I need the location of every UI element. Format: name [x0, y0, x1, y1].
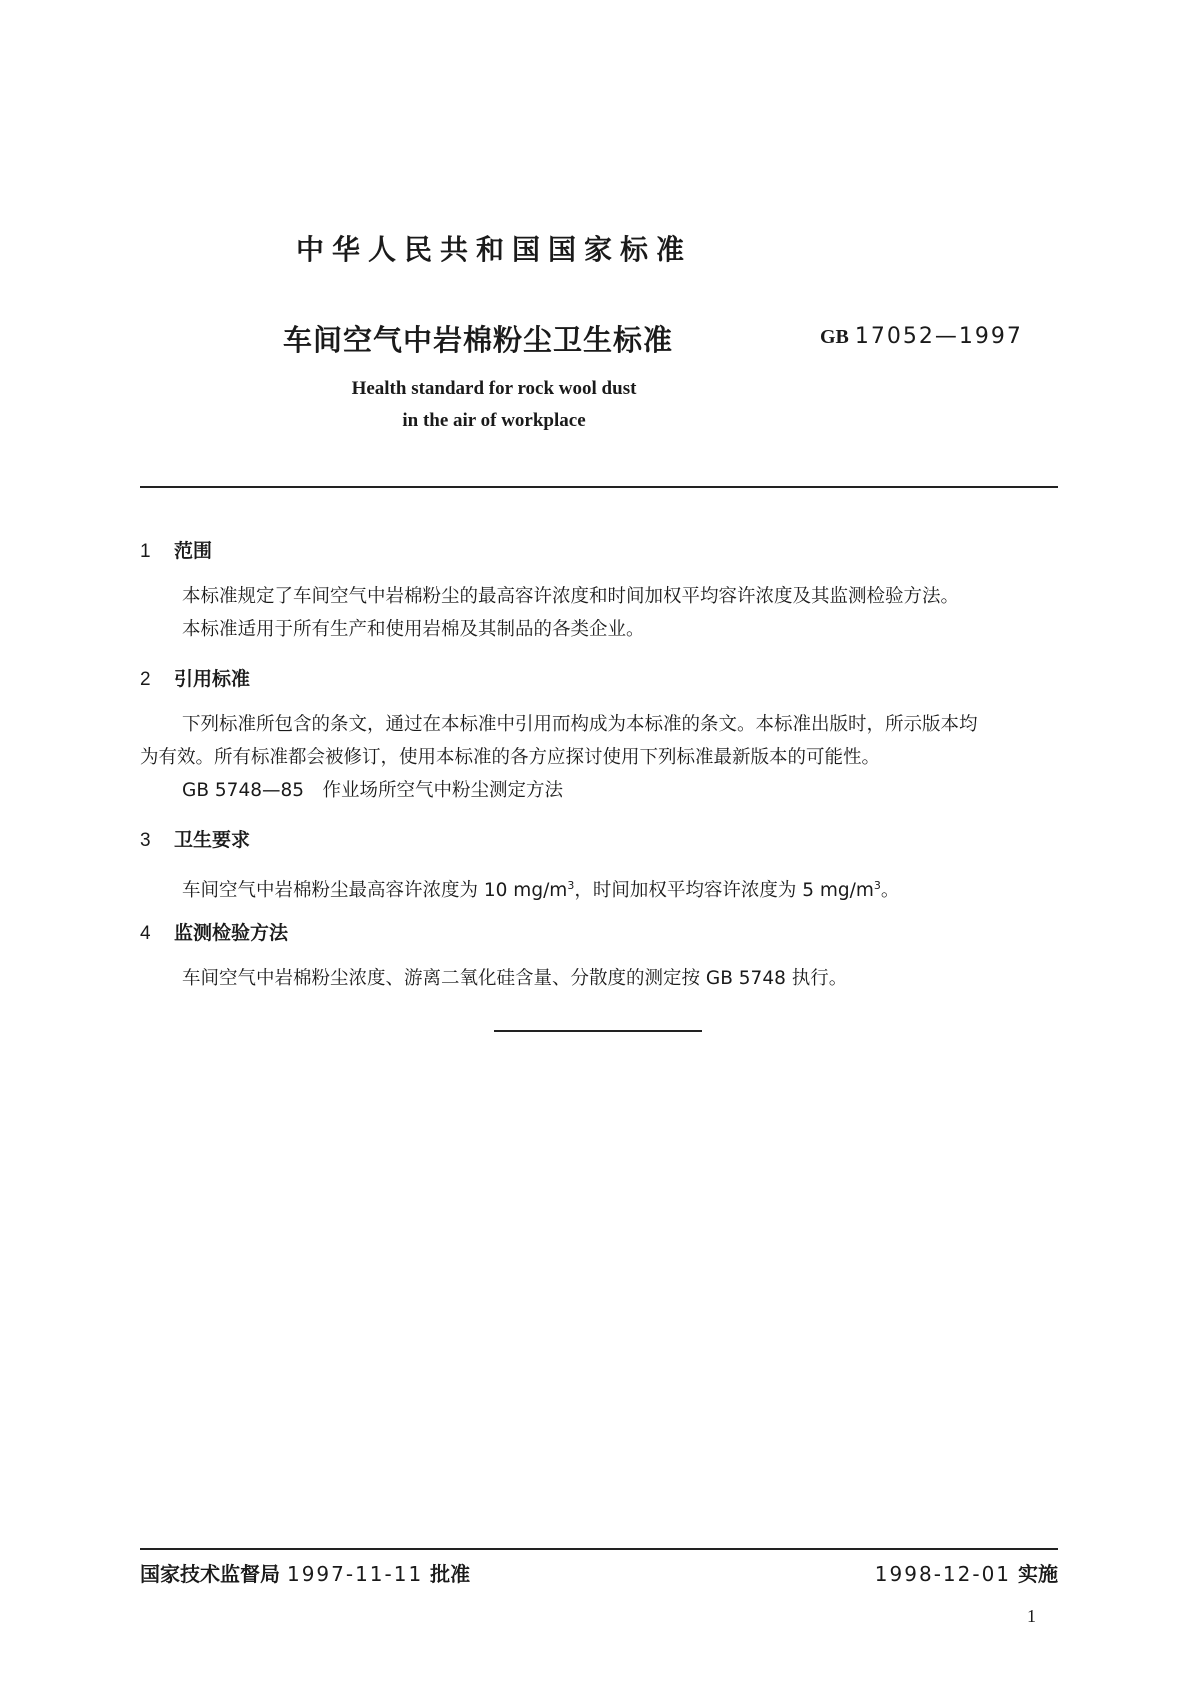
section-2-paragraph-1-cont: 为有效。所有标准都会被修订，使用本标准的各方应探讨使用下列标准最新版本的可能性。 [140, 747, 881, 768]
document-title-cn: 车间空气中岩棉粉尘卫生标准 [283, 323, 674, 357]
section-4-paragraph: 车间空气中岩棉粉尘浓度、游离二氧化硅含量、分散度的测定按 GB 5748 执行。 [182, 968, 848, 989]
approval-info [140, 1558, 470, 1587]
text-run: 车间空气中岩棉粉尘最高容许浓度为 10 mg/m [182, 880, 568, 901]
effective-date: 1998-12-01 [874, 1562, 1012, 1586]
text-run: ，时间加权平均容许浓度为 5 mg/m [574, 880, 874, 901]
section-title: 监测检验方法 [174, 922, 289, 944]
document-title-en-line2: in the air of workplace [402, 410, 586, 431]
approval-label: 批准 [430, 1562, 471, 1586]
superscript: 3 [873, 879, 881, 892]
section-title: 卫生要求 [174, 829, 251, 851]
superscript: 3 [567, 879, 575, 892]
national-standard-heading: 中华人民共和国国家标准 [295, 233, 692, 266]
standard-prefix: GB [820, 326, 849, 348]
effective-label: 实施 [1018, 1562, 1058, 1586]
standard-code: 17052—1997 [854, 324, 1023, 349]
standard-number [820, 324, 1023, 349]
section-number: 4 [140, 923, 151, 944]
footer-divider [140, 1548, 1058, 1550]
header-divider [140, 486, 1058, 488]
section-1-paragraph-1: 本标准规定了车间空气中岩棉粉尘的最高容许浓度和时间加权平均容许浓度及其监测检验方法。 [182, 586, 960, 607]
issuer: 国家技术监督局 [140, 1562, 280, 1586]
page-number: 1 [1027, 1606, 1036, 1626]
section-number: 1 [140, 541, 151, 562]
section-2-heading [140, 664, 250, 691]
text-run: 。 [880, 880, 900, 901]
section-3-paragraph [182, 869, 899, 907]
section-number: 3 [140, 830, 151, 851]
section-title: 范围 [174, 540, 213, 562]
approval-date: 1997-11-11 [286, 1562, 424, 1586]
section-1-paragraph-2: 本标准适用于所有生产和使用岩棉及其制品的各类企业。 [182, 619, 645, 640]
section-2-reference: GB 5748—85 作业场所空气中粉尘测定方法 [182, 780, 564, 801]
section-number: 2 [140, 669, 151, 690]
section-title: 引用标准 [174, 668, 251, 690]
section-3-heading [140, 825, 250, 852]
document-title-en-line1: Health standard for rock wool dust [351, 378, 637, 399]
effective-info [875, 1558, 1058, 1587]
section-4-heading [140, 918, 288, 945]
end-divider [494, 1030, 702, 1032]
section-1-heading [140, 536, 212, 563]
section-2-paragraph-1: 下列标准所包含的条文，通过在本标准中引用而构成为本标准的条文。本标准出版时，所示版本均 [182, 714, 978, 735]
